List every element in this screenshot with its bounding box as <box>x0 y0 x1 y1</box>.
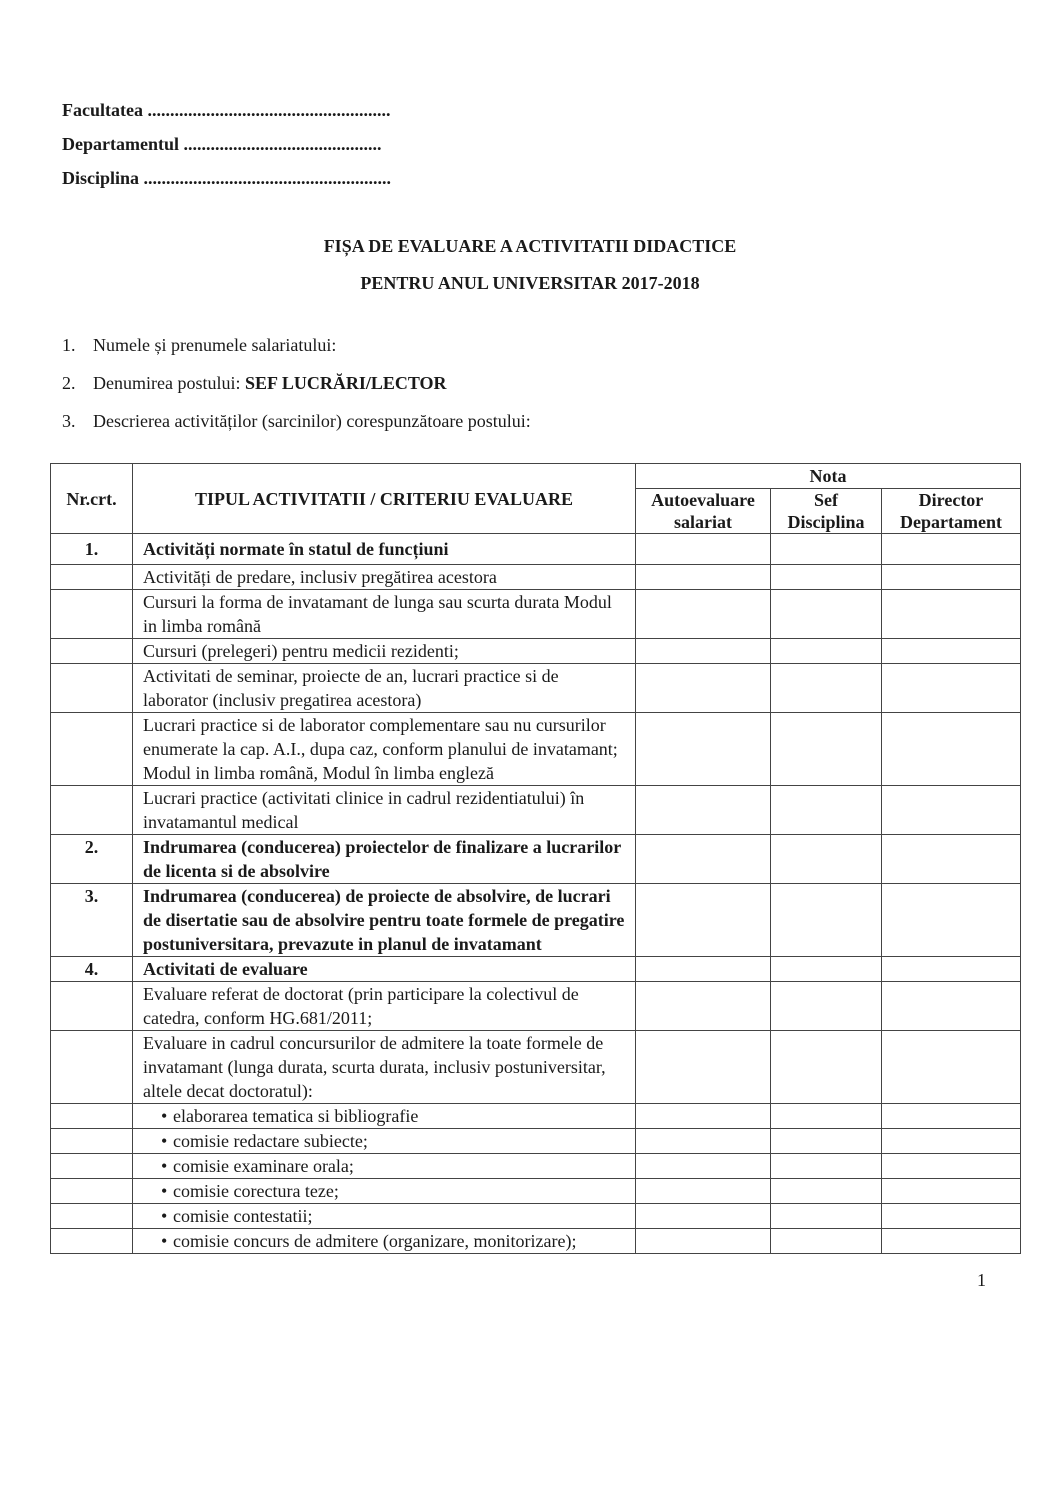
score-director[interactable] <box>882 1229 1021 1254</box>
table-row <box>51 534 1021 565</box>
score-autoevaluare[interactable] <box>636 1031 771 1104</box>
row-criteria: Evaluare referat de doctorat (prin participare la colectivul de catedra, conform HG.681/2011; <box>133 982 636 1031</box>
score-sef-disciplina[interactable] <box>771 1129 882 1154</box>
score-sef-disciplina[interactable] <box>771 639 882 664</box>
score-autoevaluare[interactable] <box>636 639 771 664</box>
col-auto-header: Autoevaluare salariat <box>636 489 771 534</box>
col-dir-header: Director Departament <box>882 489 1021 534</box>
row-criteria-text: comisie redactare subiecte; <box>173 1131 368 1151</box>
row-criteria: Evaluare in cadrul concursurilor de admitere la toate formele de invatamant (lunga durata, scurta durata, inclusiv postuniversitar, altele decat doctoratul): <box>133 1031 636 1104</box>
score-sef-disciplina[interactable] <box>771 534 882 565</box>
item-value: SEF LUCRĂRI/LECTOR <box>244 373 447 393</box>
score-director[interactable] <box>882 1179 1021 1204</box>
item-number: 2. <box>62 373 76 393</box>
field-label: Facultatea <box>62 100 143 120</box>
document-title-line2: PENTRU ANUL UNIVERSITAR 2017-2018 <box>360 273 700 293</box>
table-row <box>51 664 1021 713</box>
score-autoevaluare[interactable] <box>636 565 771 590</box>
row-number <box>51 1179 133 1204</box>
score-sef-disciplina[interactable] <box>771 982 882 1031</box>
score-autoevaluare[interactable] <box>636 534 771 565</box>
score-director[interactable] <box>882 1154 1021 1179</box>
score-autoevaluare[interactable] <box>636 957 771 982</box>
score-autoevaluare[interactable] <box>636 982 771 1031</box>
row-criteria-text: comisie concurs de admitere (organizare, monitorizare); <box>173 1231 577 1251</box>
row-criteria: Activitati de evaluare <box>133 957 636 982</box>
score-director[interactable] <box>882 565 1021 590</box>
score-director[interactable] <box>882 982 1021 1031</box>
table-row <box>51 957 1021 982</box>
score-autoevaluare[interactable] <box>636 1104 771 1129</box>
score-sef-disciplina[interactable] <box>771 664 882 713</box>
score-autoevaluare[interactable] <box>636 590 771 639</box>
score-sef-disciplina[interactable] <box>771 1204 882 1229</box>
row-criteria-text: comisie contestatii; <box>173 1206 313 1226</box>
item-text: Numele și prenumele salariatului: <box>93 335 337 355</box>
row-number <box>51 1129 133 1154</box>
score-sef-disciplina[interactable] <box>771 884 882 957</box>
score-director[interactable] <box>882 590 1021 639</box>
score-autoevaluare[interactable] <box>636 835 771 884</box>
score-director[interactable] <box>882 1204 1021 1229</box>
field-facultatea <box>62 98 1020 122</box>
evaluation-table <box>50 463 1021 1254</box>
score-sef-disciplina[interactable] <box>771 957 882 982</box>
score-autoevaluare[interactable] <box>636 1229 771 1254</box>
page-number: 1 <box>977 1270 986 1290</box>
table-row <box>51 639 1021 664</box>
score-director[interactable] <box>882 957 1021 982</box>
score-sef-disciplina[interactable] <box>771 1229 882 1254</box>
score-sef-disciplina[interactable] <box>771 713 882 786</box>
row-number <box>51 982 133 1031</box>
field-dots: ...................................................... <box>147 100 391 120</box>
score-sef-disciplina[interactable] <box>771 786 882 835</box>
row-criteria: Cursuri la forma de invatamant de lunga sau scurta durata Modul in limba română <box>133 590 636 639</box>
table-row <box>51 786 1021 835</box>
score-sef-disciplina[interactable] <box>771 835 882 884</box>
table-row <box>51 884 1021 957</box>
item-number: 1. <box>62 335 76 355</box>
score-autoevaluare[interactable] <box>636 884 771 957</box>
table-row <box>51 1104 1021 1129</box>
score-sef-disciplina[interactable] <box>771 1154 882 1179</box>
score-director[interactable] <box>882 884 1021 957</box>
row-number: 1. <box>51 534 133 565</box>
item-1 <box>62 333 1020 357</box>
field-dots: ....................................................... <box>143 168 392 188</box>
row-criteria: Cursuri (prelegeri) pentru medicii rezidenti; <box>133 639 636 664</box>
score-director[interactable] <box>882 639 1021 664</box>
row-criteria: Activități de predare, inclusiv pregătirea acestora <box>133 565 636 590</box>
table-row <box>51 590 1021 639</box>
table-row <box>51 982 1021 1031</box>
row-number: 2. <box>51 835 133 884</box>
document-title <box>50 234 1020 295</box>
table-row <box>51 1229 1021 1254</box>
score-director[interactable] <box>882 835 1021 884</box>
col-criteria-header: TIPUL ACTIVITATII / CRITERIU EVALUARE <box>133 464 636 534</box>
item-number: 3. <box>62 411 76 431</box>
score-autoevaluare[interactable] <box>636 1204 771 1229</box>
item-text: Denumirea postului: <box>93 373 245 393</box>
row-criteria: Activități normate în statul de funcțiuni <box>133 534 636 565</box>
table-row <box>51 565 1021 590</box>
table-row <box>51 1154 1021 1179</box>
row-criteria: Lucrari practice (activitati clinice in cadrul rezidentiatului) în invatamantul medical <box>133 786 636 835</box>
row-criteria: Lucrari practice si de laborator complementare sau nu cursurilor enumerate la cap. A.I., dupa caz, conform planului de invatamant; Modul in limba română, Modul în limba engleză <box>133 713 636 786</box>
row-criteria: • comisie examinare orala; <box>133 1154 636 1179</box>
score-sef-disciplina[interactable] <box>771 565 882 590</box>
field-disciplina <box>62 166 1020 190</box>
row-criteria-text: comisie corectura teze; <box>173 1181 339 1201</box>
score-director[interactable] <box>882 1129 1021 1154</box>
item-text: Descrierea activităților (sarcinilor) corespunzătoare postului: <box>93 411 531 431</box>
field-dots: ............................................ <box>183 134 382 154</box>
item-2 <box>62 371 1020 395</box>
row-number: 4. <box>51 957 133 982</box>
row-number <box>51 565 133 590</box>
row-criteria: • comisie concurs de admitere (organizare, monitorizare); <box>133 1229 636 1254</box>
field-label: Departamentul <box>62 134 179 154</box>
score-director[interactable] <box>882 664 1021 713</box>
table-row <box>51 1031 1021 1104</box>
score-director[interactable] <box>882 713 1021 786</box>
row-criteria: Activitati de seminar, proiecte de an, lucrari practice si de laborator (inclusiv pregatirea acestora) <box>133 664 636 713</box>
score-sef-disciplina[interactable] <box>771 1104 882 1129</box>
row-criteria: • comisie contestatii; <box>133 1204 636 1229</box>
table-row <box>51 1179 1021 1204</box>
row-number <box>51 1031 133 1104</box>
score-sef-disciplina[interactable] <box>771 1031 882 1104</box>
table-row <box>51 835 1021 884</box>
table-row <box>51 1204 1021 1229</box>
row-criteria-text: comisie examinare orala; <box>173 1156 354 1176</box>
row-number <box>51 1154 133 1179</box>
score-director[interactable] <box>882 1031 1021 1104</box>
table-row <box>51 1129 1021 1154</box>
score-director[interactable] <box>882 1104 1021 1129</box>
item-3 <box>62 409 1020 433</box>
row-criteria: • comisie redactare subiecte; <box>133 1129 636 1154</box>
field-label: Disciplina <box>62 168 140 188</box>
score-autoevaluare[interactable] <box>636 664 771 713</box>
score-autoevaluare[interactable] <box>636 1154 771 1179</box>
col-nota-header: Nota <box>636 464 1021 489</box>
row-criteria: • comisie corectura teze; <box>133 1179 636 1204</box>
score-autoevaluare[interactable] <box>636 1129 771 1154</box>
row-criteria-text: elaborarea tematica si bibliografie <box>173 1106 419 1126</box>
col-sef-header: Sef Disciplina <box>771 489 882 534</box>
score-autoevaluare[interactable] <box>636 713 771 786</box>
field-departamentul <box>62 132 1020 156</box>
row-number <box>51 590 133 639</box>
row-number <box>51 786 133 835</box>
row-number <box>51 1104 133 1129</box>
row-number: 3. <box>51 884 133 957</box>
row-criteria: Indrumarea (conducerea) de proiecte de absolvire, de lucrari de disertatie sau de absolvire pentru toate formele de pregatire postuniversitara, prevazute in planul de invatamant <box>133 884 636 957</box>
score-director[interactable] <box>882 534 1021 565</box>
row-number <box>51 713 133 786</box>
row-criteria: • elaborarea tematica si bibliografie <box>133 1104 636 1129</box>
row-number <box>51 1204 133 1229</box>
score-director[interactable] <box>882 786 1021 835</box>
col-nr-header: Nr.crt. <box>51 464 133 534</box>
table-row <box>51 713 1021 786</box>
score-sef-disciplina[interactable] <box>771 1179 882 1204</box>
row-criteria: Indrumarea (conducerea) proiectelor de finalizare a lucrarilor de licenta si de absolvire <box>133 835 636 884</box>
score-autoevaluare[interactable] <box>636 1179 771 1204</box>
document-title-line1: FIȘA DE EVALUARE A ACTIVITATII DIDACTICE <box>323 236 737 256</box>
score-autoevaluare[interactable] <box>636 786 771 835</box>
row-number <box>51 1229 133 1254</box>
row-number <box>51 639 133 664</box>
row-number <box>51 664 133 713</box>
numbered-items <box>50 333 1020 433</box>
score-sef-disciplina[interactable] <box>771 590 882 639</box>
